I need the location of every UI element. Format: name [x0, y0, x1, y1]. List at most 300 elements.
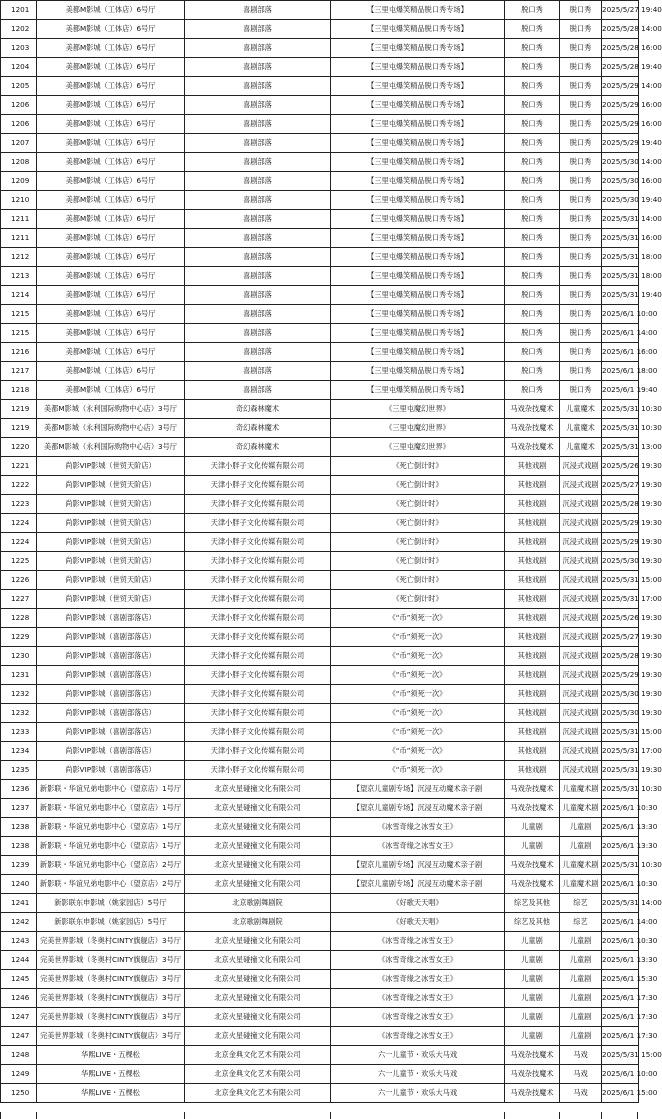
cell-serial: 1225	[1, 552, 37, 571]
cell-organizer: 喜剧部落	[185, 39, 331, 58]
cell-venue: 完美世界影城（冬奥村CINTY旗舰店）3号厅	[37, 989, 185, 1008]
cell-organizer: 北京火星碰撞文化有限公司	[185, 780, 331, 799]
cell-venue: 华熙LIVE・五棵松	[37, 1084, 185, 1103]
cell-category: 脱口秀	[505, 362, 560, 381]
cell-organizer: 奇幻森林魔术	[185, 438, 331, 457]
cell-show-title: 【三里屯爆笑精品脱口秀专场】	[331, 248, 505, 267]
cell-venue: 美都M影城（工体店）6号厅	[37, 172, 185, 191]
cell-subcategory: 沉浸式戏剧	[560, 666, 602, 685]
cell-category: 综艺及其他	[505, 913, 560, 932]
cell-show-title: 【望京儿童剧专场】沉浸互动魔术亲子剧	[331, 780, 505, 799]
cell-showtime: 2025/5/31 14:00	[602, 894, 639, 913]
cell-show-title: 《好歌天天唱》	[331, 913, 505, 932]
cell-organizer: 北京金典文化艺术有限公司	[185, 1065, 331, 1084]
cell-venue: 尚影VIP影城（喜剧部落店）	[37, 761, 185, 780]
cell-showtime: 2025/5/27 19:30	[602, 628, 639, 647]
cell-venue: 完美世界影城（冬奥村CINTY旗舰店）3号厅	[37, 970, 185, 989]
cell-serial: 1209	[1, 172, 37, 191]
cell-serial: 1246	[1, 989, 37, 1008]
cell-organizer: 喜剧部落	[185, 96, 331, 115]
cell-category: 脱口秀	[505, 39, 560, 58]
cell-category: 其他戏剧	[505, 571, 560, 590]
cell-showtime: 2025/5/31 17:00	[602, 742, 639, 761]
cell-category: 其他戏剧	[505, 742, 560, 761]
table-row	[1, 248, 639, 267]
cell-venue: 美都M影城（工体店）6号厅	[37, 153, 185, 172]
cell-showtime: 2025/6/1 13:30	[602, 818, 639, 837]
table-row	[1, 229, 639, 248]
cell-venue: 美都M影城（工体店）6号厅	[37, 1, 185, 20]
cell-organizer: 天津小胖子文化传媒有限公司	[185, 666, 331, 685]
cell-showtime: 2025/5/31 17:00	[602, 590, 639, 609]
cell-showtime: 2025/6/1 15:00	[602, 1084, 639, 1103]
cell-show-title: 【三里屯爆笑精品脱口秀专场】	[331, 191, 505, 210]
cell-venue: 尚影VIP影城（世贸天阶店）	[37, 457, 185, 476]
cell-venue: 尚影VIP影城（喜剧部落店）	[37, 666, 185, 685]
cell-venue: 新影联东申影城（姚家园店）5号厅	[37, 894, 185, 913]
cell-organizer: 喜剧部落	[185, 381, 331, 400]
table-row	[1, 1027, 639, 1046]
cell-venue: 尚影VIP影城（喜剧部落店）	[37, 704, 185, 723]
table-row	[1, 628, 639, 647]
cell-show-title: 【三里屯爆笑精品脱口秀专场】	[331, 267, 505, 286]
cell-show-title: 【三里屯爆笑精品脱口秀专场】	[331, 286, 505, 305]
cell-organizer: 天津小胖子文化传媒有限公司	[185, 704, 331, 723]
cell-serial: 1230	[1, 647, 37, 666]
cell-show-title: 《冰雪奇缘之冰雪女王》	[331, 1027, 505, 1046]
cell-subcategory: 儿童剧	[560, 1027, 602, 1046]
cell-organizer: 北京火星碰撞文化有限公司	[185, 856, 331, 875]
table-row	[1, 96, 639, 115]
cell-serial: 1219	[1, 400, 37, 419]
cell-category: 其他戏剧	[505, 647, 560, 666]
cell-serial: 1238	[1, 837, 37, 856]
cell-show-title: 【三里屯爆笑精品脱口秀专场】	[331, 77, 505, 96]
cell-show-title: 《冰雪奇缘之冰雪女王》	[331, 989, 505, 1008]
cell-venue: 美都M影城（永利国际购物中心店）3号厅	[37, 400, 185, 419]
table-row	[1, 970, 639, 989]
cell-show-title: 《三里屯魔幻世界》	[331, 419, 505, 438]
cell-showtime: 2025/5/29 14:00	[602, 77, 639, 96]
cell-subcategory: 沉浸式戏剧	[560, 552, 602, 571]
cell-show-title: 《“币”须死一次》	[331, 723, 505, 742]
cell-category: 其他戏剧	[505, 704, 560, 723]
cell-organizer: 喜剧部落	[185, 115, 331, 134]
cell-serial: 1202	[1, 20, 37, 39]
cell-category: 脱口秀	[505, 324, 560, 343]
table-row	[1, 419, 639, 438]
cell-venue: 华熙LIVE・五棵松	[37, 1065, 185, 1084]
cell-serial: 1218	[1, 381, 37, 400]
cell-serial: 1203	[1, 39, 37, 58]
cell-showtime: 2025/5/30 14:00	[602, 153, 639, 172]
cell-subcategory: 儿童魔术	[560, 400, 602, 419]
cell-subcategory: 脱口秀	[560, 362, 602, 381]
cell-serial: 1212	[1, 248, 37, 267]
schedule-rows	[1, 1, 662, 1103]
cell-subcategory: 脱口秀	[560, 39, 602, 58]
cell-organizer: 北京火星碰撞文化有限公司	[185, 1008, 331, 1027]
cell-venue: 新影联・华谊兄弟电影中心（望京店）1号厅	[37, 780, 185, 799]
cell-show-title: 《“币”须死一次》	[331, 628, 505, 647]
cell-subcategory: 沉浸式戏剧	[560, 609, 602, 628]
cell-category: 其他戏剧	[505, 685, 560, 704]
cell-subcategory: 脱口秀	[560, 153, 602, 172]
cell-venue: 新影联・华谊兄弟电影中心（望京店）2号厅	[37, 875, 185, 894]
cell-serial: 1232	[1, 704, 37, 723]
cell-subcategory: 沉浸式戏剧	[560, 457, 602, 476]
cell-category: 其他戏剧	[505, 495, 560, 514]
cell-category: 马戏杂技魔术	[505, 1065, 560, 1084]
table-row	[1, 324, 639, 343]
cell-venue: 尚影VIP影城（喜剧部落店）	[37, 628, 185, 647]
cell-subcategory: 儿童剧	[560, 818, 602, 837]
table-row	[1, 1, 639, 20]
cell-show-title: 六一儿童节・欢乐大马戏	[331, 1065, 505, 1084]
cell-subcategory: 脱口秀	[560, 172, 602, 191]
cell-category: 马戏杂技魔术	[505, 1084, 560, 1103]
cell-showtime: 2025/5/31 10:30	[602, 780, 639, 799]
cell-category: 脱口秀	[505, 305, 560, 324]
cell-show-title: 《死亡倒计时》	[331, 590, 505, 609]
cell-show-title: 【三里屯爆笑精品脱口秀专场】	[331, 229, 505, 248]
table-row	[1, 761, 639, 780]
cell-organizer: 天津小胖子文化传媒有限公司	[185, 476, 331, 495]
cell-organizer: 北京火星碰撞文化有限公司	[185, 818, 331, 837]
cell-showtime: 2025/5/28 19:30	[602, 495, 639, 514]
cell-category: 脱口秀	[505, 96, 560, 115]
cell-category: 儿童剧	[505, 932, 560, 951]
cell-serial: 1205	[1, 77, 37, 96]
cell-subcategory: 脱口秀	[560, 248, 602, 267]
table-row	[1, 400, 639, 419]
cell-showtime: 2025/5/28 14:00	[602, 20, 639, 39]
cell-showtime: 2025/6/1 13:30	[602, 951, 639, 970]
table-row	[1, 856, 639, 875]
cell-showtime: 2025/5/30 19:40	[602, 191, 639, 210]
cell-organizer: 北京火星碰撞文化有限公司	[185, 837, 331, 856]
cell-subcategory: 脱口秀	[560, 96, 602, 115]
cell-show-title: 《三里屯魔幻世界》	[331, 438, 505, 457]
cell-showtime: 2025/6/1 18:00	[602, 362, 639, 381]
cell-showtime: 2025/6/1 10:30	[602, 799, 639, 818]
cell-category: 脱口秀	[505, 58, 560, 77]
cell-serial: 1220	[1, 438, 37, 457]
cell-venue: 美都M影城（工体店）6号厅	[37, 134, 185, 153]
cell-show-title: 【三里屯爆笑精品脱口秀专场】	[331, 381, 505, 400]
cell-category: 马戏杂技魔术	[505, 856, 560, 875]
cell-category: 脱口秀	[505, 286, 560, 305]
cell-subcategory: 沉浸式戏剧	[560, 476, 602, 495]
table-row	[1, 704, 639, 723]
cell-organizer: 北京火星碰撞文化有限公司	[185, 989, 331, 1008]
cell-venue: 完美世界影城（冬奥村CINTY旗舰店）3号厅	[37, 932, 185, 951]
cell-venue: 尚影VIP影城（世贸天阶店）	[37, 571, 185, 590]
cell-serial: 1232	[1, 685, 37, 704]
cell-show-title: 《“币”须死一次》	[331, 685, 505, 704]
cell-subcategory: 儿童剧	[560, 932, 602, 951]
cell-category: 儿童剧	[505, 1027, 560, 1046]
cell-category: 脱口秀	[505, 343, 560, 362]
cell-showtime: 2025/6/1 14:00	[602, 324, 639, 343]
table-row	[1, 723, 639, 742]
cell-subcategory: 脱口秀	[560, 286, 602, 305]
cell-organizer: 北京歌剧舞剧院	[185, 913, 331, 932]
cell-showtime: 2025/6/1 10:00	[602, 1065, 639, 1084]
cell-show-title: 【三里屯爆笑精品脱口秀专场】	[331, 96, 505, 115]
table-row	[1, 305, 639, 324]
cell-subcategory: 沉浸式戏剧	[560, 647, 602, 666]
cell-organizer: 喜剧部落	[185, 172, 331, 191]
cell-venue: 美都M影城（工体店）6号厅	[37, 20, 185, 39]
cell-show-title: 六一儿童节・欢乐大马戏	[331, 1084, 505, 1103]
cell-venue: 尚影VIP影城（世贸天阶店）	[37, 514, 185, 533]
cell-organizer: 天津小胖子文化传媒有限公司	[185, 685, 331, 704]
cell-showtime: 2025/5/31 10:30	[602, 400, 639, 419]
cell-organizer: 喜剧部落	[185, 267, 331, 286]
cell-subcategory: 沉浸式戏剧	[560, 628, 602, 647]
cell-showtime: 2025/5/28 19:30	[602, 647, 639, 666]
cell-showtime: 2025/5/30 16:00	[602, 172, 639, 191]
cell-subcategory: 综艺	[560, 913, 602, 932]
cell-subcategory: 儿童剧	[560, 1008, 602, 1027]
cell-organizer: 北京火星碰撞文化有限公司	[185, 1027, 331, 1046]
cell-showtime: 2025/5/31 15:00	[602, 571, 639, 590]
cell-showtime: 2025/5/29 19:30	[602, 514, 639, 533]
cell-subcategory: 脱口秀	[560, 1, 602, 20]
cell-showtime: 2025/5/31 19:30	[602, 761, 639, 780]
cell-venue: 美都M影城（工体店）6号厅	[37, 305, 185, 324]
cell-organizer: 天津小胖子文化传媒有限公司	[185, 495, 331, 514]
cell-venue: 美都M影城（永利国际购物中心店）3号厅	[37, 438, 185, 457]
cell-serial: 1233	[1, 723, 37, 742]
cell-venue: 美都M影城（工体店）6号厅	[37, 343, 185, 362]
table-row	[1, 267, 639, 286]
table-row	[1, 780, 639, 799]
cell-serial: 1249	[1, 1065, 37, 1084]
cell-showtime: 2025/5/31 18:00	[602, 267, 639, 286]
table-row	[1, 742, 639, 761]
cell-venue: 尚影VIP影城（世贸天阶店）	[37, 552, 185, 571]
cell-venue: 美都M影城（工体店）6号厅	[37, 58, 185, 77]
table-row	[1, 134, 639, 153]
cell-serial: 1245	[1, 970, 37, 989]
cell-organizer: 天津小胖子文化传媒有限公司	[185, 742, 331, 761]
cell-organizer: 喜剧部落	[185, 20, 331, 39]
cell-category: 脱口秀	[505, 153, 560, 172]
cell-venue: 美都M影城（工体店）6号厅	[37, 229, 185, 248]
cell-showtime: 2025/5/29 19:30	[602, 666, 639, 685]
cell-show-title: 《“币”须死一次》	[331, 666, 505, 685]
cell-show-title: 【三里屯爆笑精品脱口秀专场】	[331, 20, 505, 39]
table-row	[1, 1008, 639, 1027]
cell-venue: 美都M影城（工体店）6号厅	[37, 381, 185, 400]
cell-subcategory: 儿童魔术剧	[560, 799, 602, 818]
cell-category: 其他戏剧	[505, 666, 560, 685]
cell-showtime: 2025/5/31 15:00	[602, 1046, 639, 1065]
cell-organizer: 北京火星碰撞文化有限公司	[185, 875, 331, 894]
cell-venue: 尚影VIP影城（喜剧部落店）	[37, 685, 185, 704]
cell-show-title: 《好歌天天唱》	[331, 894, 505, 913]
cell-category: 马戏杂技魔术	[505, 799, 560, 818]
cell-venue: 美都M影城（工体店）6号厅	[37, 324, 185, 343]
cell-organizer: 喜剧部落	[185, 153, 331, 172]
cell-showtime: 2025/6/1 17:30	[602, 1027, 639, 1046]
cell-organizer: 奇幻森林魔术	[185, 419, 331, 438]
cell-category: 脱口秀	[505, 134, 560, 153]
cell-showtime: 2025/6/1 16:00	[602, 343, 639, 362]
cell-serial: 1227	[1, 590, 37, 609]
table-row	[1, 191, 639, 210]
cell-subcategory: 沉浸式戏剧	[560, 571, 602, 590]
cell-organizer: 喜剧部落	[185, 229, 331, 248]
cell-showtime: 2025/6/1 14:00	[602, 913, 639, 932]
cell-subcategory: 儿童魔术剧	[560, 856, 602, 875]
cell-category: 其他戏剧	[505, 514, 560, 533]
cell-show-title: 《死亡倒计时》	[331, 457, 505, 476]
cell-category: 脱口秀	[505, 267, 560, 286]
table-row	[1, 685, 639, 704]
cell-subcategory: 儿童魔术剧	[560, 780, 602, 799]
cell-showtime: 2025/6/1 13:30	[602, 837, 639, 856]
cell-serial: 1236	[1, 780, 37, 799]
cell-category: 其他戏剧	[505, 533, 560, 552]
cell-venue: 美都M影城（工体店）6号厅	[37, 210, 185, 229]
cell-serial: 1248	[1, 1046, 37, 1065]
cell-serial: 1211	[1, 229, 37, 248]
cell-category: 其他戏剧	[505, 628, 560, 647]
cell-venue: 新影联・华谊兄弟电影中心（望京店）2号厅	[37, 856, 185, 875]
cell-show-title: 《冰雪奇缘之冰雪女王》	[331, 970, 505, 989]
cell-show-title: 【三里屯爆笑精品脱口秀专场】	[331, 153, 505, 172]
next-row-edge	[0, 1112, 640, 1119]
table-row	[1, 932, 639, 951]
table-row	[1, 799, 639, 818]
cell-venue: 尚影VIP影城（喜剧部落店）	[37, 723, 185, 742]
cell-serial: 1229	[1, 628, 37, 647]
cell-show-title: 《死亡倒计时》	[331, 476, 505, 495]
cell-subcategory: 脱口秀	[560, 58, 602, 77]
cell-show-title: 【望京儿童剧专场】沉浸互动魔术亲子剧	[331, 799, 505, 818]
cell-show-title: 《“币”须死一次》	[331, 742, 505, 761]
table-row	[1, 286, 639, 305]
cell-category: 马戏杂技魔术	[505, 400, 560, 419]
cell-venue: 新影联・华谊兄弟电影中心（望京店）1号厅	[37, 799, 185, 818]
table-row	[1, 609, 639, 628]
cell-category: 儿童剧	[505, 970, 560, 989]
cell-show-title: 《冰雪奇缘之冰雪女王》	[331, 951, 505, 970]
cell-show-title: 【望京儿童剧专场】沉浸互动魔术亲子剧	[331, 856, 505, 875]
cell-show-title: 【三里屯爆笑精品脱口秀专场】	[331, 39, 505, 58]
cell-showtime: 2025/5/31 10:30	[602, 856, 639, 875]
cell-showtime: 2025/6/1 17:30	[602, 989, 639, 1008]
cell-category: 马戏杂技魔术	[505, 875, 560, 894]
cell-venue: 尚影VIP影城（世贸天阶店）	[37, 476, 185, 495]
table-row	[1, 951, 639, 970]
cell-serial: 1204	[1, 58, 37, 77]
cell-show-title: 《三里屯魔幻世界》	[331, 400, 505, 419]
cell-serial: 1221	[1, 457, 37, 476]
cell-show-title: 《冰雪奇缘之冰雪女王》	[331, 932, 505, 951]
cell-subcategory: 儿童魔术	[560, 419, 602, 438]
table-row	[1, 514, 639, 533]
table-row	[1, 58, 639, 77]
cell-show-title: 【三里屯爆笑精品脱口秀专场】	[331, 362, 505, 381]
cell-venue: 美都M影城（永利国际购物中心店）3号厅	[37, 419, 185, 438]
table-row	[1, 210, 639, 229]
cell-serial: 1210	[1, 191, 37, 210]
cell-venue: 尚影VIP影城（喜剧部落店）	[37, 742, 185, 761]
cell-subcategory: 脱口秀	[560, 324, 602, 343]
cell-showtime: 2025/5/29 19:30	[602, 533, 639, 552]
cell-organizer: 天津小胖子文化传媒有限公司	[185, 552, 331, 571]
cell-venue: 尚影VIP影城（喜剧部落店）	[37, 647, 185, 666]
cell-category: 脱口秀	[505, 20, 560, 39]
table-row	[1, 666, 639, 685]
cell-serial: 1224	[1, 514, 37, 533]
cell-category: 综艺及其他	[505, 894, 560, 913]
cell-category: 脱口秀	[505, 191, 560, 210]
cell-subcategory: 马戏	[560, 1065, 602, 1084]
cell-organizer: 天津小胖子文化传媒有限公司	[185, 723, 331, 742]
table-row	[1, 1046, 639, 1065]
cell-subcategory: 沉浸式戏剧	[560, 590, 602, 609]
cell-show-title: 【三里屯爆笑精品脱口秀专场】	[331, 58, 505, 77]
cell-organizer: 天津小胖子文化传媒有限公司	[185, 628, 331, 647]
cell-show-title: 《死亡倒计时》	[331, 552, 505, 571]
cell-venue: 美都M影城（工体店）6号厅	[37, 248, 185, 267]
cell-serial: 1247	[1, 1008, 37, 1027]
cell-organizer: 天津小胖子文化传媒有限公司	[185, 761, 331, 780]
cell-serial: 1237	[1, 799, 37, 818]
cell-category: 其他戏剧	[505, 476, 560, 495]
cell-category: 脱口秀	[505, 248, 560, 267]
cell-organizer: 天津小胖子文化传媒有限公司	[185, 457, 331, 476]
cell-category: 马戏杂技魔术	[505, 419, 560, 438]
cell-subcategory: 儿童魔术	[560, 438, 602, 457]
cell-subcategory: 脱口秀	[560, 20, 602, 39]
cell-show-title: 《“币”须死一次》	[331, 761, 505, 780]
cell-showtime: 2025/5/29 16:00	[602, 96, 639, 115]
cell-serial: 1215	[1, 305, 37, 324]
cell-category: 马戏杂技魔术	[505, 1046, 560, 1065]
table-row	[1, 837, 639, 856]
cell-venue: 华熙LIVE・五棵松	[37, 1046, 185, 1065]
cell-organizer: 天津小胖子文化传媒有限公司	[185, 533, 331, 552]
table-row	[1, 533, 639, 552]
cell-venue: 尚影VIP影城（喜剧部落店）	[37, 609, 185, 628]
cell-organizer: 奇幻森林魔术	[185, 400, 331, 419]
cell-showtime: 2025/6/1 10:00	[602, 305, 639, 324]
cell-serial: 1240	[1, 875, 37, 894]
table-row	[1, 1065, 639, 1084]
cell-venue: 完美世界影城（冬奥村CINTY旗舰店）3号厅	[37, 951, 185, 970]
cell-show-title: 【三里屯爆笑精品脱口秀专场】	[331, 343, 505, 362]
cell-showtime: 2025/5/30 19:30	[602, 704, 639, 723]
cell-category: 脱口秀	[505, 210, 560, 229]
cell-organizer: 喜剧部落	[185, 210, 331, 229]
cell-organizer: 喜剧部落	[185, 248, 331, 267]
cell-showtime: 2025/6/1 10:30	[602, 875, 639, 894]
table-row	[1, 818, 639, 837]
table-row	[1, 495, 639, 514]
cell-serial: 1222	[1, 476, 37, 495]
table-row	[1, 172, 639, 191]
cell-category: 马戏杂技魔术	[505, 438, 560, 457]
cell-showtime: 2025/5/28 19:40	[602, 58, 639, 77]
cell-organizer: 喜剧部落	[185, 362, 331, 381]
cell-category: 其他戏剧	[505, 590, 560, 609]
